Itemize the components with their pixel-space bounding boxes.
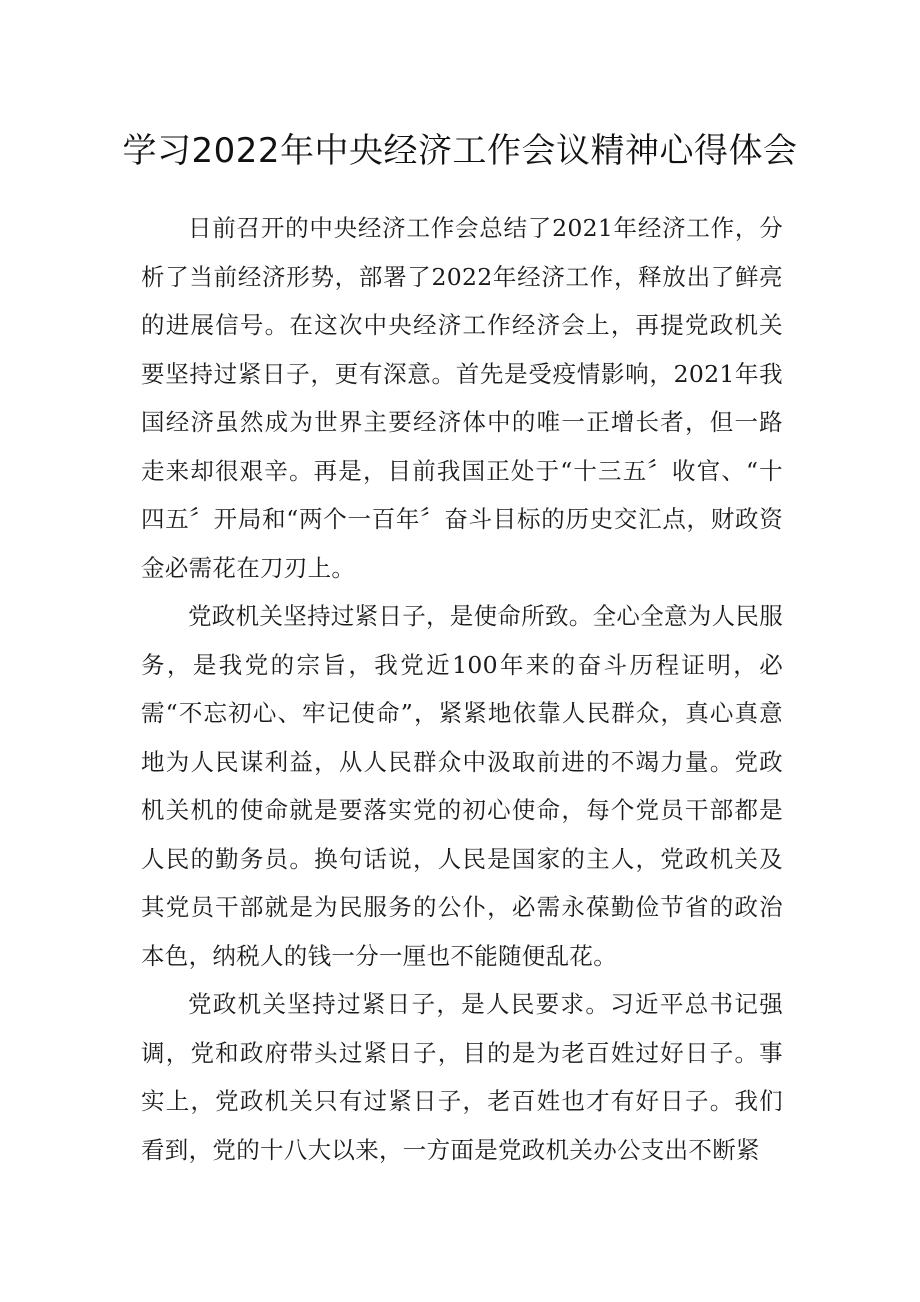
paragraph-3: 党政机关坚持过紧日子，是人民要求。习近平总书记强调，党和政府带头过紧日子，目的是为老百姓过好日子。事实上，党政机关只有过紧日子，老百姓也才有好日子。我们看到，党的十八大以来，一方面是党政机关办公支出不断紧	[141, 990, 783, 1164]
document-body	[141, 204, 783, 1174]
paragraph-1: 日前召开的中央经济工作会总结了2021年经济工作，分析了当前经济形势，部署了2022年经济工作，释放出了鲜亮的进展信号。在这次中央经济工作经济会上，再提党政机关要坚持过紧日子，更有深意。首先是受疫情影响，2021年我国经济虽然成为世界主要经济体中的唯一正增长者，但一路走来却很艰辛。再是，目前我国正处于“十三五〞收官、“十四五〞开局和“两个一百年〞奋斗目标的历史交汇点，财政资金必需花在刀刃上。	[141, 214, 783, 582]
document-title: 学习2022年中央经济工作会议精神心得体会	[122, 131, 798, 171]
paragraph-2: 党政机关坚持过紧日子，是使命所致。全心全意为人民服务，是我党的宗旨，我党近100年来的奋斗历程证明，必需“不忘初心、牢记使命”，紧紧地依靠人民群众，真心真意地为人民谋利益，从人民群众中汲取前进的不竭力量。党政机关机的使命就是要落实党的初心使命，每个党员干部都是人民的勤务员。换句话说，人民是国家的主人，党政机关及其党员干部就是为民服务的公仆，必需永葆勤俭节省的政治本色，纳税人的钱一分一厘也不能随便乱花。	[141, 602, 783, 970]
